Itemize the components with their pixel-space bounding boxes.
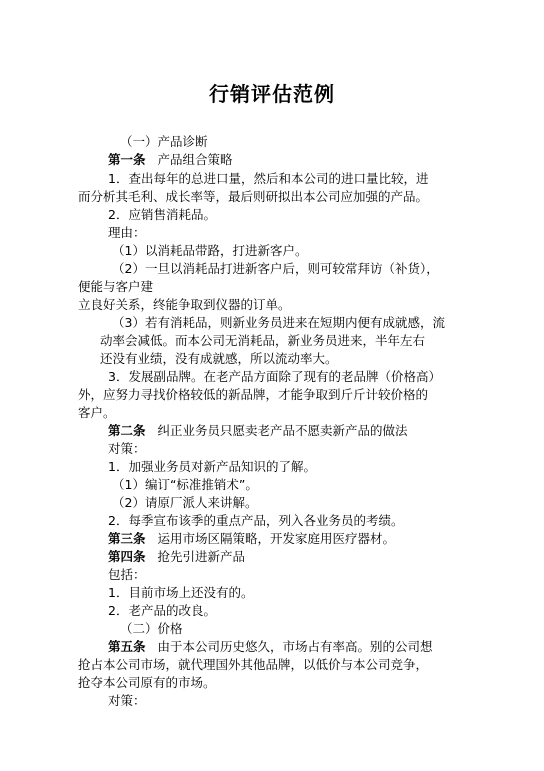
text-line xyxy=(120,134,208,150)
line-text: 抢先引进新产品 xyxy=(157,549,246,564)
line-text: 客户。 xyxy=(78,405,116,420)
document-title: 行销评估范例 xyxy=(209,82,335,106)
line-text: 抢夺本公司原有的市场。 xyxy=(78,675,216,690)
line-text: 2．应销售消耗品。 xyxy=(108,207,216,222)
line-text: 对策： xyxy=(108,441,146,456)
line-text: （1）编订“标准推销术”。 xyxy=(112,477,258,492)
text-line xyxy=(78,405,116,421)
article-number: 第二条 xyxy=(108,423,146,438)
text-line xyxy=(108,513,403,529)
text-line xyxy=(108,225,146,241)
text-line xyxy=(108,369,441,385)
line-text: 纠正业务员只愿卖老产品不愿卖新产品的做法 xyxy=(157,423,408,438)
line-text: （二）价格 xyxy=(120,621,183,636)
text-line xyxy=(108,423,408,439)
text-line xyxy=(108,549,245,565)
line-text: 而分析其毛利、成长率等，最后则研拟出本公司应加强的产品。 xyxy=(78,189,429,204)
line-text: （3）若有消耗品，则新业务员进来在短期内便有成就感，流 xyxy=(112,315,445,330)
line-text: 便能与客户建 xyxy=(78,279,154,294)
text-line xyxy=(108,152,233,168)
text-line xyxy=(108,693,146,709)
line-text: 2．每季宣布该季的重点产品，列入各业务员的考绩。 xyxy=(108,513,404,528)
text-line xyxy=(112,243,307,259)
text-line xyxy=(108,585,253,601)
line-text: （一）产品诊断 xyxy=(120,134,208,149)
article-number: 第四条 xyxy=(108,549,146,564)
text-line xyxy=(78,297,291,313)
line-text: 包括： xyxy=(108,567,146,582)
text-line xyxy=(78,387,428,403)
text-line xyxy=(78,675,216,691)
line-text: 理由： xyxy=(108,225,146,240)
text-line xyxy=(108,459,316,475)
line-text: 动率会减低。而本公司无消耗品，新业务员进来，半年左右 xyxy=(100,333,426,348)
line-text: 1．目前市场上还没有的。 xyxy=(108,585,254,600)
article-number: 第三条 xyxy=(108,531,146,546)
text-line xyxy=(78,279,153,295)
line-text: 1．加强业务员对新产品知识的了解。 xyxy=(108,459,316,474)
text-line xyxy=(108,531,395,547)
text-line xyxy=(108,171,428,187)
line-text: 3．发展副品牌。在老产品方面除了现有的老品牌（价格高） xyxy=(108,369,441,384)
text-line xyxy=(108,567,146,583)
line-text: 运用市场区隔策略，开发家庭用医疗器材。 xyxy=(157,531,396,546)
line-text: 2．老产品的改良。 xyxy=(108,603,216,618)
text-line xyxy=(108,207,216,223)
line-text: 抢占本公司市场，就代理国外其他品牌，以低价与本公司竞争， xyxy=(78,657,429,672)
text-line xyxy=(112,495,257,511)
text-line xyxy=(108,603,216,619)
line-text: （2）请原厂派人来讲解。 xyxy=(112,495,258,510)
line-text: 由于本公司历史悠久，市场占有率高。别的公司想 xyxy=(157,639,433,654)
line-text: 1．查出每年的总进口量，然后和本公司的进口量比较，进 xyxy=(108,171,429,186)
text-line xyxy=(78,657,428,673)
text-line xyxy=(112,261,439,277)
article-number: 第五条 xyxy=(108,639,146,654)
text-line xyxy=(112,315,445,331)
text-line xyxy=(78,189,428,205)
line-text: （2）一旦以消耗品打进新客户后，则可较常拜访（补货）， xyxy=(112,261,439,276)
text-line xyxy=(100,333,425,349)
text-line xyxy=(108,639,433,655)
line-text: （1）以消耗品带路，打进新客户。 xyxy=(112,243,308,258)
text-line xyxy=(100,351,338,367)
line-text: 对策： xyxy=(108,693,146,708)
line-text: 立良好关系，终能争取到仪器的订单。 xyxy=(78,297,291,312)
line-text: 外，应努力寻找价格较低的新品牌，才能争取到斤斤计较价格的 xyxy=(78,387,429,402)
text-line xyxy=(108,441,146,457)
line-text: 产品组合策略 xyxy=(157,152,233,167)
line-text: 还没有业绩，没有成就感，所以流动率大。 xyxy=(100,351,338,366)
article-number: 第一条 xyxy=(108,152,146,167)
text-line xyxy=(112,477,258,493)
text-line xyxy=(120,621,183,637)
